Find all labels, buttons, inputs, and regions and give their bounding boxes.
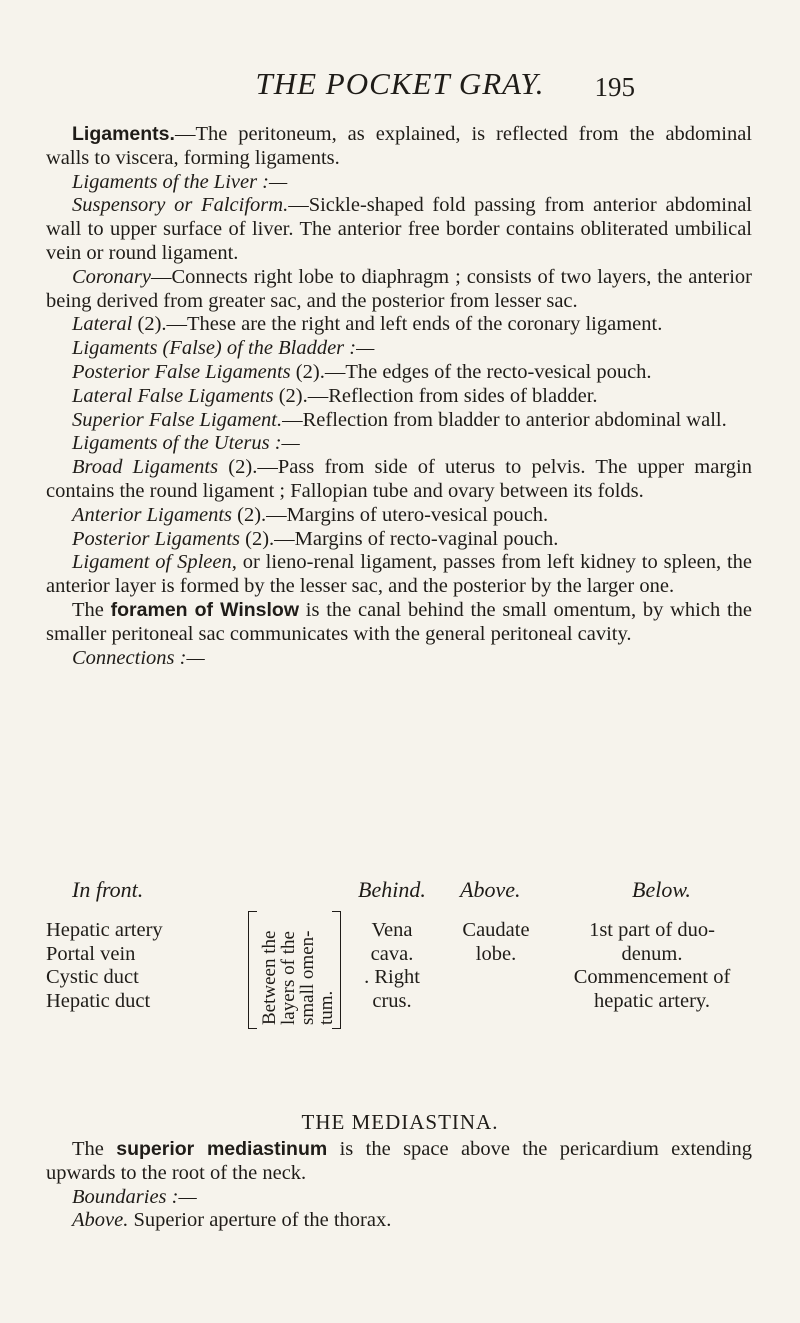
connections-heading: Connections :— (72, 646, 205, 669)
coronary-text: —Connects right lobe to diaphragm ; consists of two layers, the anterior being derived from greater sac, and the posterior from lesser sac. (46, 265, 752, 312)
above-paragraph (46, 1209, 752, 1233)
below-line: 1st part of duo- (589, 919, 715, 941)
front-item: Cystic duct (46, 966, 139, 988)
anterior-text: (2).—Margins of utero-vesical pouch. (232, 503, 549, 526)
mediastinum-term: superior mediastinum (116, 1138, 328, 1160)
uterus-heading: Ligaments of the Uterus :— (72, 432, 300, 455)
spleen-term: Ligament of Spleen (72, 551, 232, 574)
below-line: Commencement of (573, 966, 731, 988)
winslow-paragraph (46, 599, 752, 647)
between-line: small omen- (297, 930, 318, 1025)
between-line: Between the (259, 930, 280, 1025)
spleen-paragraph (46, 551, 752, 599)
anterior-term: Anterior Ligaments (72, 503, 233, 526)
suspensory-term: Suspensory or Falciform. (72, 194, 289, 217)
right-bracket (332, 911, 341, 1029)
ligaments-paragraph (46, 123, 752, 171)
winslow-pre: The (72, 598, 111, 621)
superior-false-paragraph (46, 409, 752, 433)
spleen-text: , or lieno-renal ligament, passes from left kidney to spleen, the anterior layer is formed by the lesser sac, and the posterior by the larger one. (46, 551, 752, 598)
liver-heading: Ligaments of the Liver :— (72, 170, 288, 193)
winslow-text: is the canal behind the small omentum, by which the smaller peritoneal sac communicates with the general peritoneal cavity. (46, 598, 753, 645)
page-number: 195 (594, 72, 635, 102)
lateral-false-paragraph (46, 385, 752, 409)
mediastina-heading: THE MEDIASTINA. (301, 1110, 499, 1134)
bladder-heading: Ligaments (False) of the Bladder :— (72, 337, 375, 360)
suspensory-text: —Sickle-shaped fold passing from anterior abdominal wall to upper surface of liver. The anterior free border contains obliterated umbilical vein or round ligament. (46, 194, 753, 264)
running-head: THE POCKET GRAY. (255, 66, 545, 101)
superior-mediastinum-paragraph (46, 1138, 752, 1186)
col-head-above: Above. (460, 877, 521, 902)
posterior-false-term: Posterior False Ligaments (72, 360, 291, 383)
col-head-below: Below. (632, 877, 691, 902)
front-item: Portal vein (46, 942, 136, 965)
broad-paragraph (46, 456, 752, 504)
suspensory-paragraph (46, 194, 752, 265)
posterior-term: Posterior Ligaments (72, 527, 240, 550)
posterior-text: (2).—Margins of recto-vaginal pouch. (240, 527, 559, 550)
below-line: denum. (621, 942, 683, 965)
above-term: Above. (72, 1209, 129, 1232)
below-list (552, 919, 752, 1013)
lateral-liver-text: (2).—These are the right and left ends of the coronary ligament. (132, 313, 663, 336)
col-head-front: In front. (72, 877, 144, 902)
front-item: Hepatic artery (46, 919, 163, 941)
mediastina-text (46, 1138, 752, 1233)
mediastinum-pre: The (72, 1138, 117, 1160)
lateral-false-term: Lateral False Ligaments (72, 384, 274, 407)
above-line: Caudate (462, 919, 530, 941)
posterior-false-paragraph (46, 361, 752, 385)
lateral-false-text: (2).—Reflection from sides of bladder. (273, 384, 598, 407)
above-list (448, 919, 544, 966)
superior-false-text: —Reflection from bladder to anterior abdominal wall. (282, 408, 727, 431)
above-text: Superior aperture of the thorax. (128, 1209, 392, 1232)
behind-line: crus. (372, 989, 412, 1012)
superior-false-term: Superior False Ligament. (72, 408, 283, 431)
winslow-term: foramen of Winslow (110, 598, 299, 621)
front-list (46, 919, 163, 1013)
below-line: hepatic artery. (594, 989, 710, 1012)
behind-line: Vena (371, 919, 413, 941)
broad-term: Broad Ligaments (72, 456, 219, 479)
above-line: lobe. (475, 942, 517, 965)
lateral-liver-paragraph (46, 313, 752, 337)
behind-line: . Right (364, 966, 420, 988)
coronary-paragraph (46, 266, 752, 314)
posterior-false-text: (2).—The edges of the recto-vesical pouch. (290, 360, 652, 383)
body-text (46, 123, 752, 670)
anterior-paragraph (46, 504, 752, 528)
posterior-paragraph (46, 528, 752, 552)
front-item: Hepatic duct (46, 989, 151, 1012)
left-bracket (248, 911, 257, 1029)
mediastinum-text: is the space above the pericardium extending upwards to the root of the neck. (46, 1138, 752, 1184)
boundaries-heading: Boundaries :— (72, 1185, 197, 1208)
coronary-term: Coronary (72, 265, 151, 288)
behind-list (346, 919, 438, 1013)
page-header (0, 66, 800, 106)
connections-table (46, 877, 752, 1107)
ligaments-text: —The peritoneum, as explained, is reflected from the abdominal walls to viscera, forming ligaments. (46, 123, 752, 169)
lateral-liver-term: Lateral (72, 313, 133, 336)
col-head-behind: Behind. (358, 877, 426, 902)
between-line: tum. (316, 990, 337, 1025)
between-line: layers of the (278, 931, 299, 1025)
behind-line: cava. (370, 942, 414, 965)
broad-text: (2).—Pass from side of uterus to pelvis. The upper margin contains the round ligament ; Fallopian tube and ovary between its folds. (46, 456, 752, 502)
ligaments-term: Ligaments. (72, 123, 175, 145)
